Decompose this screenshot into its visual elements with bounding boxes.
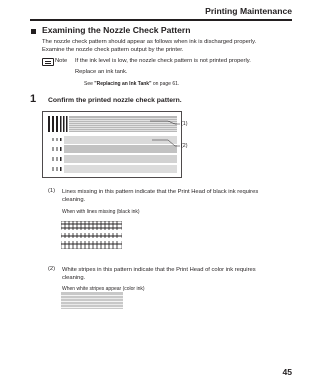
item-2-line-1: White stripes in this pattern indicate that the Print Head of color ink requires	[62, 267, 256, 273]
note-ref-link[interactable]: "Replacing an Ink Tank"	[94, 81, 152, 87]
step-instruction: Confirm the printed nozzle check pattern.	[48, 97, 182, 104]
heading-bullet-square	[31, 29, 36, 34]
note-line-2: Replace an ink tank.	[75, 69, 128, 75]
section-title: Examining the Nozzle Check Pattern	[42, 25, 191, 35]
intro-line-1: The nozzle check pattern should appear as follows when ink is discharged properly.	[42, 39, 257, 45]
note-label: Note	[55, 58, 68, 64]
callout-2: (2)	[181, 143, 188, 149]
item-2-caption: When white stripes appear (color ink)	[62, 286, 145, 292]
note-reference	[84, 81, 179, 87]
item-1-caption: When with lines missing (black ink)	[62, 209, 140, 215]
item-2-line-2: cleaning.	[62, 275, 86, 281]
item-1-text	[62, 188, 292, 204]
callout-1: (1)	[181, 121, 188, 127]
item-1-line-1: Lines missing in this pattern indicate that the Print Head of black ink requires	[62, 189, 259, 195]
page-header	[30, 6, 292, 22]
missing-lines-pattern-black	[61, 221, 122, 249]
note-line-1: If the ink level is low, the nozzle check pattern is not printed properly.	[75, 58, 251, 64]
header-rule	[30, 19, 292, 21]
note-ref-prefix: See	[84, 81, 95, 87]
note-icon	[42, 58, 54, 66]
step-number: 1	[30, 93, 37, 105]
item-2-number: (2)	[48, 266, 56, 272]
nozzle-check-pattern	[42, 111, 182, 178]
item-2-text	[62, 266, 292, 282]
intro-paragraph	[42, 38, 292, 54]
intro-line-2: Examine the nozzle check pattern output by the printer.	[42, 47, 184, 53]
black-ink-pattern	[48, 116, 177, 132]
note-ref-suffix: on page 61.	[151, 81, 180, 87]
item-1-number: (1)	[48, 188, 56, 194]
page-number: 45	[282, 367, 292, 377]
item-1-line-2: cleaning.	[62, 197, 86, 203]
header-section-title: Printing Maintenance	[205, 6, 292, 16]
white-stripes-pattern-color	[61, 292, 123, 309]
